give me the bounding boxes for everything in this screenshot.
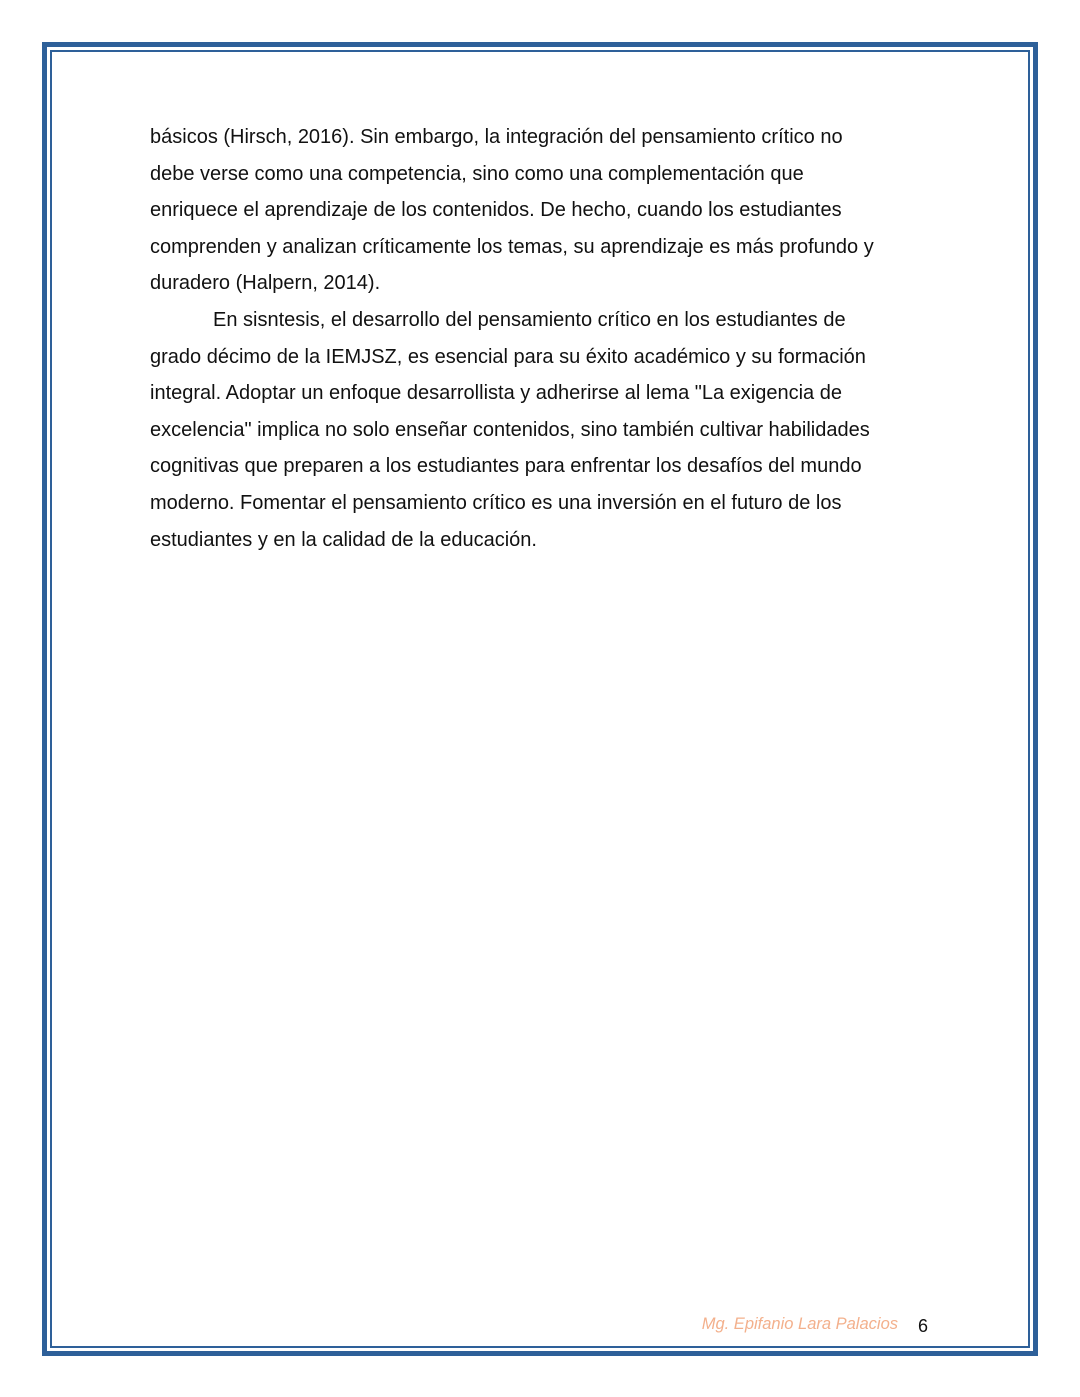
footer-author: Mg. Epifanio Lara Palacios xyxy=(701,1315,898,1333)
text-line: excelencia" implica no solo enseñar contenidos, sino también cultivar habilidades xyxy=(150,418,870,441)
text-line: enriquece el aprendizaje de los contenidos. De hecho, cuando los estudiantes xyxy=(150,199,842,222)
text-line: duradero (Halpern, 2014). xyxy=(150,272,381,295)
text-line: debe verse como una competencia, sino como una complementación que xyxy=(150,162,804,185)
text-line: integral. Adoptar un enfoque desarrollista y adherirse al lema "La exigencia de xyxy=(150,382,842,405)
text-line: cognitivas que preparen a los estudiantes para enfrentar los desafíos del mundo xyxy=(150,455,862,478)
text-line: estudiantes y en la calidad de la educación. xyxy=(150,528,537,551)
text-line: En sisntesis, el desarrollo del pensamiento crítico en los estudiantes de xyxy=(213,308,846,331)
page-number: 6 xyxy=(918,1316,929,1336)
text-line: moderno. Fomentar el pensamiento crítico es una inversión en el futuro de los xyxy=(150,491,842,514)
text-line: comprenden y analizan críticamente los temas, su aprendizaje es más profundo y xyxy=(150,235,874,258)
text-line: básicos (Hirsch, 2016). Sin embargo, la integración del pensamiento crítico no xyxy=(150,126,843,148)
paragraph-first-line xyxy=(150,302,930,339)
body-text xyxy=(150,119,930,558)
text-line: grado décimo de la IEMJSZ, es esencial para su éxito académico y su formación xyxy=(150,345,866,368)
